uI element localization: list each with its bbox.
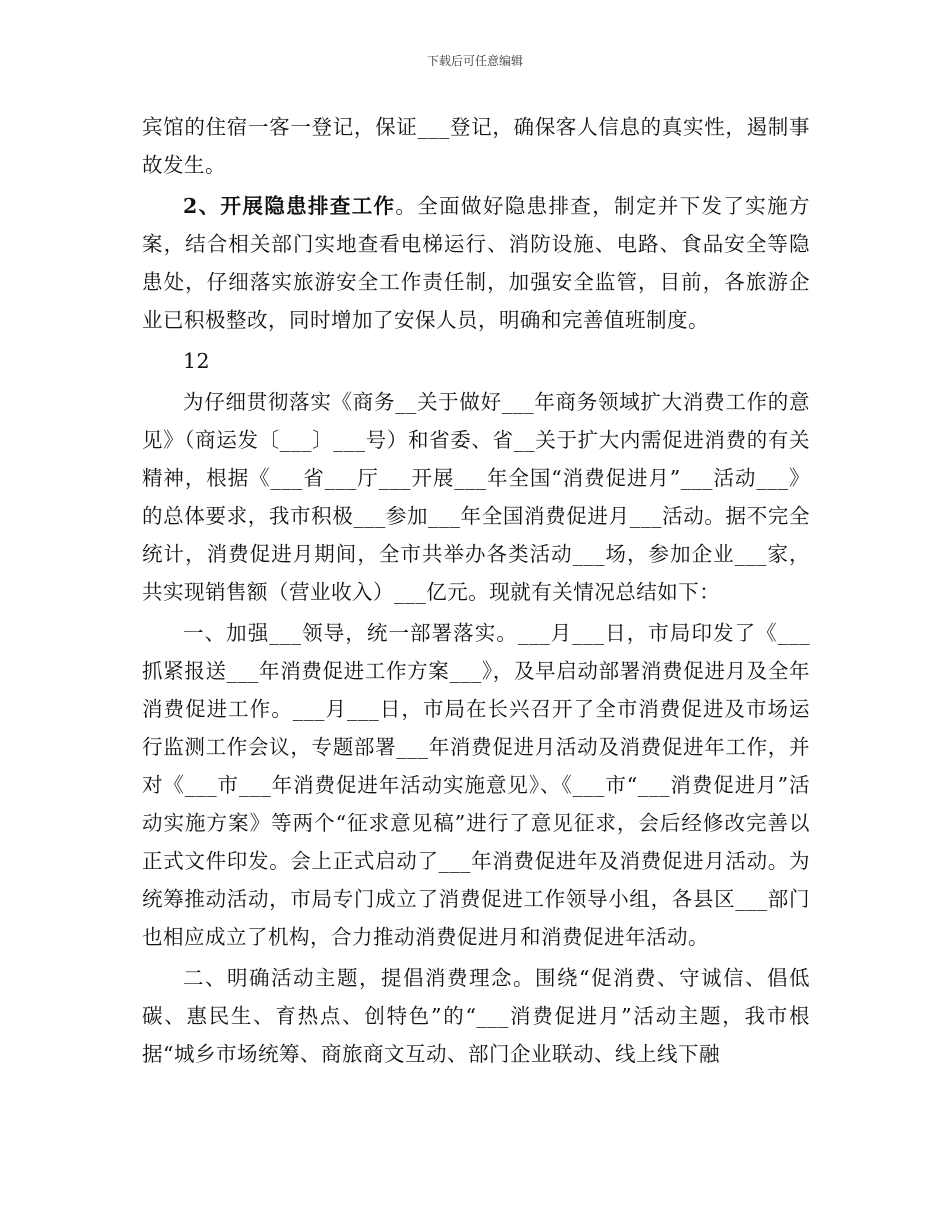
paragraph-section-two: 二、明确活动主题，提倡消费理念。围绕“促消费、守诚信、倡低碳、惠民生、育热点、创特色”的“___消费促进月”活动主题，我市根据“城乡市场统筹、商旅商文互动、部门企业联动、线上线下融 xyxy=(142,966,810,1066)
paragraph-number: 12 xyxy=(183,349,211,373)
paragraph-continuation: 宾馆的住宿一客一登记，保证___登记，确保客人信息的真实性，遏制事故发生。 xyxy=(142,115,810,177)
paragraph-section-one: 一、加强___领导，统一部署落实。___月___日，市局印发了《___抓紧报送___年消费促进工作方案___》，及早启动部署消费促进月及全年消费促进工作。___月___日，市局在长兴召开了全市消费促进及市场运行监测工作会议，专题部署___年消费促进月活动及消费促进年工作，并对《___市___年消费促进年活动实施意见》、《___市“___消费促进月”活动实施方案》等两个“征求意见稿”进行了意见征求，会后经修改完善以正式文件印发。会上正式启动了___年消费促进年及消费促进月活动。为统筹推动活动，市局专门成立了消费促进工作领导小组，各县区___部门也相应成立了机构，合力推动消费促进月和消费促进年活动。 xyxy=(142,621,810,949)
document-body xyxy=(142,108,810,1073)
paragraph-intro: 为仔细贯彻落实《商务__关于做好___年商务领域扩大消费工作的意见》（商运发〔___〕___号）和省委、省__关于扩大内需促进消费的有关精神，根据《___省___厅___开展___年全国“消费促进月”___活动___》的总体要求，我市积极___参加___年全国消费促进月___活动。据不完全统计，消费促进月期间，全市共举办各类活动___场，参加企业___家，共实现销售额（营业收入）___亿元。现就有关情况总结如下： xyxy=(142,390,810,604)
section-heading-hazard-inspection: 2、开展隐患排查工作 xyxy=(183,194,396,218)
page-header: 下载后可任意编辑 xyxy=(426,54,523,68)
paragraph-hazard-inspection-text: 。全面做好隐患排查，制定并下发了实施方案，结合相关部门实地查看电梯运行、消防设施、电路、食品安全等隐患处，仔细落实旅游安全工作责任制，加强安全监管，目前，各旅游企业已积极整改，同时增加了安保人员，明确和完善值班制度。 xyxy=(142,194,810,332)
paragraph-hazard-inspection xyxy=(142,187,810,339)
